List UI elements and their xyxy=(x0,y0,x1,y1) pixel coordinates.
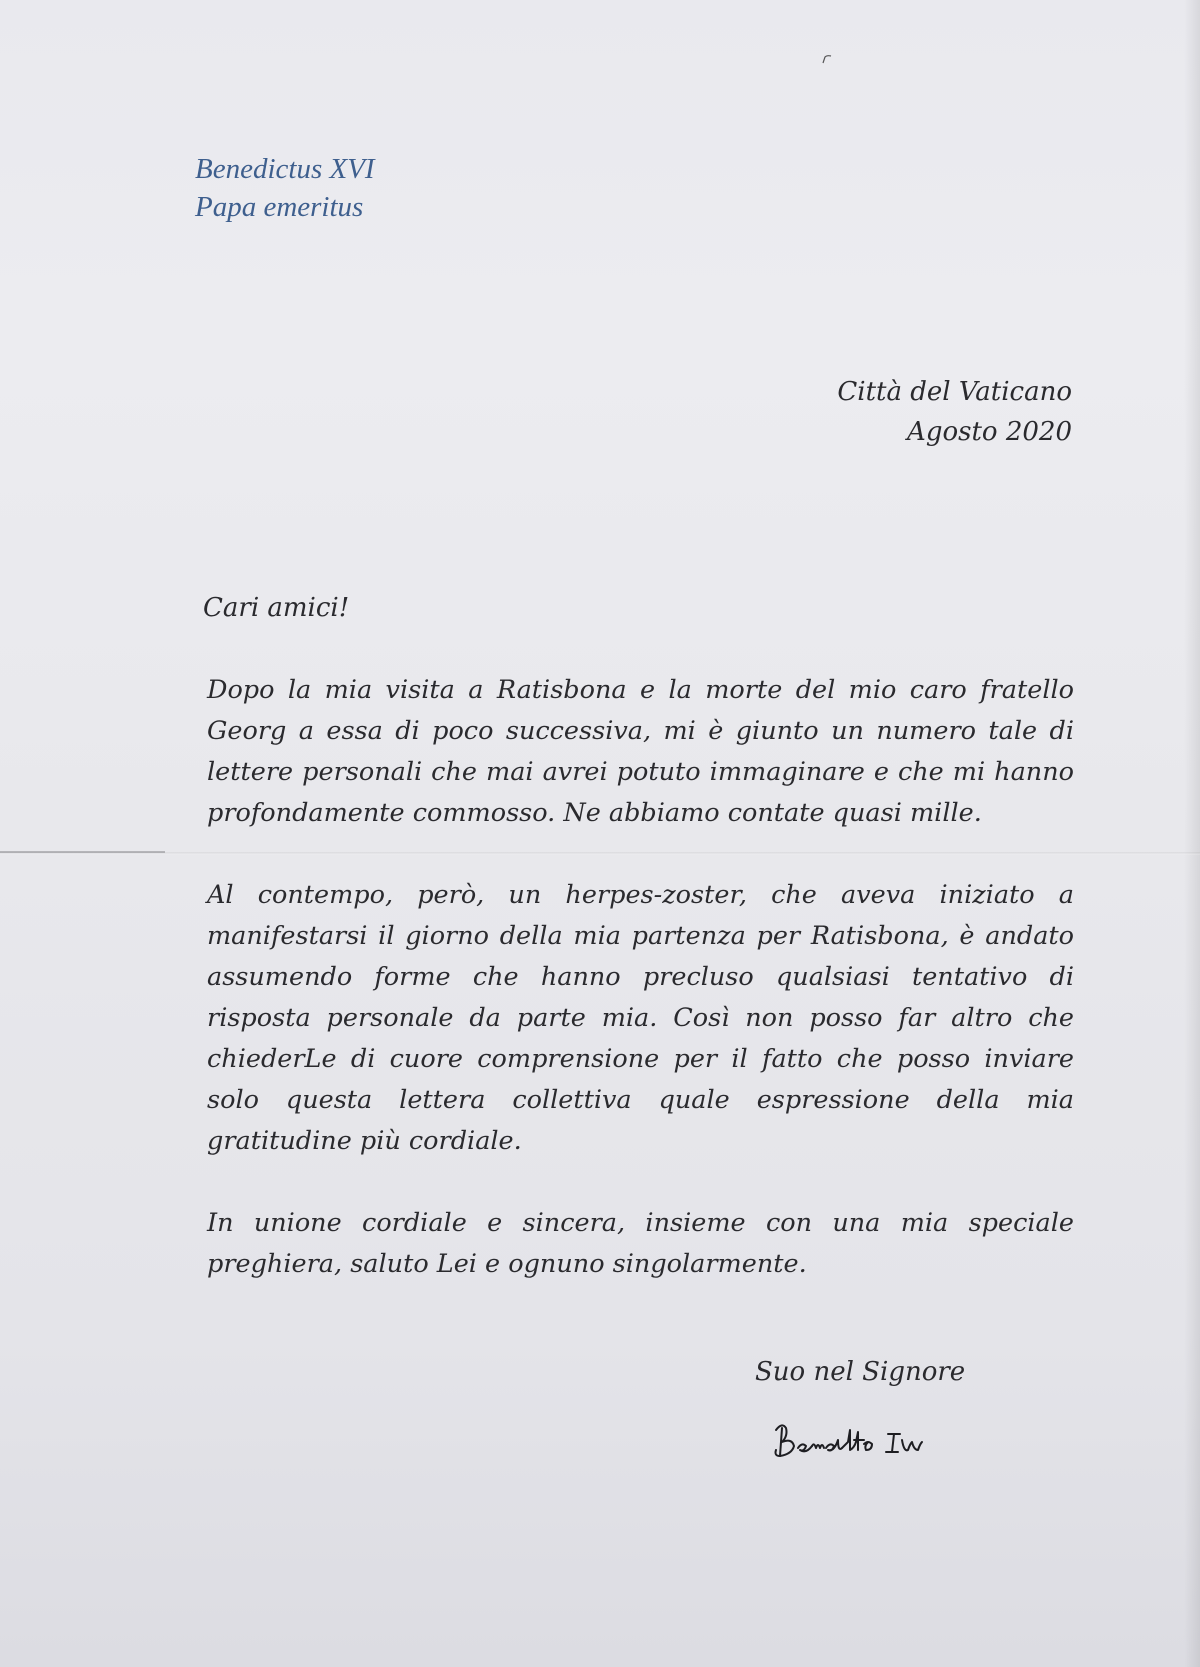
paragraph-1: Dopo la mia visita a Ratisbona e la morte del mio caro fratello Georg a essa di poco successiva, mi è giunto un numero tale di lettere personali che mai avrei potuto immaginare e che mi hanno profondamente commosso. Ne abbiamo contate quasi mille. xyxy=(207,675,1074,828)
paragraph-2: Al contempo, però, un herpes-zoster, che aveva iniziato a manifestarsi il giorno della mia partenza per Ratisbona, è andato assumendo forme che hanno precluso qualsiasi tentativo di risposta personale da parte mia. Così non posso far altro che chiederLe di cuore comprensione per il fatto che posso inviare solo questa lettera collettiva quale espressione della mia gratitudine più cordiale. xyxy=(207,880,1074,1156)
letterhead xyxy=(195,150,375,226)
date: Agosto 2020 xyxy=(907,417,1072,447)
handwritten-signature xyxy=(768,1412,948,1472)
place: Città del Vaticano xyxy=(837,377,1072,407)
place-date xyxy=(837,372,1072,452)
paper-shadow-edge xyxy=(1184,0,1200,1667)
fold-mark xyxy=(0,851,165,853)
letterhead-name: Benedictus XVI xyxy=(195,153,375,185)
ink-speck xyxy=(822,54,832,64)
letterhead-title: Papa emeritus xyxy=(195,191,364,223)
letter-body xyxy=(207,670,1074,1326)
paragraph-3: In unione cordiale e sincera, insieme con una mia speciale preghiera, saluto Lei e ognuno singolarmente. xyxy=(207,1208,1074,1279)
closing: Suo nel Signore xyxy=(755,1357,966,1387)
salutation: Cari amici! xyxy=(203,593,350,623)
